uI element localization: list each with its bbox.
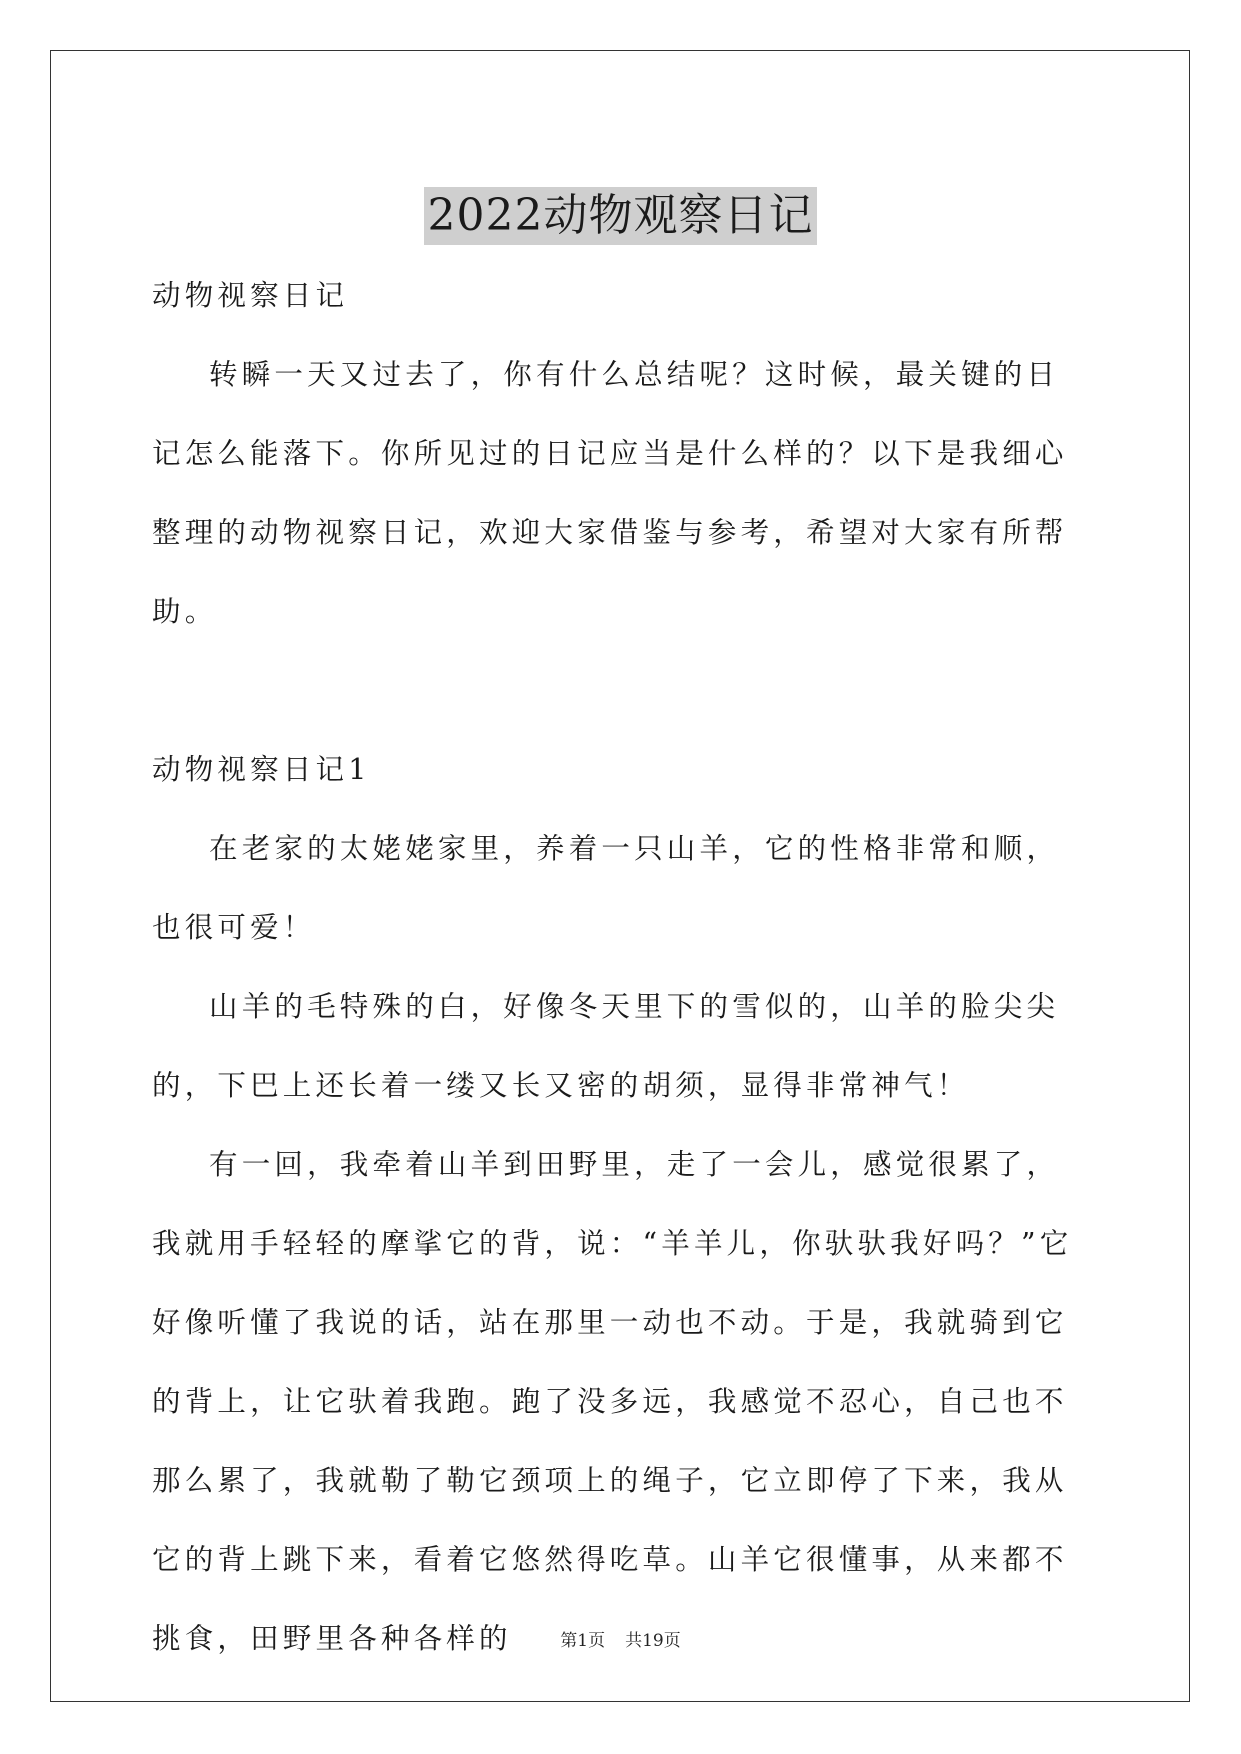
body-paragraph: 山羊的毛特殊的白，好像冬天里下的雪似的，山羊的脸尖尖的，下巴上还长着一缕又长又密的胡须，显得非常神气！ (152, 990, 1060, 1102)
page-footer (0, 1626, 1241, 1651)
spacer (152, 651, 1090, 730)
document-body (152, 256, 1090, 1678)
subtitle-heading: 动物视察日记 (152, 279, 349, 312)
section-heading: 动物视察日记1 (152, 753, 371, 786)
document-title: 2022动物观察日记 (424, 187, 818, 245)
page-number: 第1页 (560, 1631, 606, 1651)
intro-paragraph: 转瞬一天又过去了，你有什么总结呢？这时候，最关键的日记怎么能落下。你所见过的日记应当是什么样的？以下是我细心整理的动物视察日记，欢迎大家借鉴与参考，希望对大家有所帮助。 (152, 358, 1068, 628)
body-paragraph: 有一回，我牵着山羊到田野里，走了一会儿，感觉很累了，我就用手轻轻的摩挲它的背，说：“羊羊儿，你驮驮我好吗？”它好像听懂了我说的话，站在那里一动也不动。于是，我就骑到它的背上，让它驮着我跑。跑了没多远，我感觉不忍心，自己也不那么累了，我就勒了勒它颈项上的绳子，它立即停了下来，我从它的背上跳下来，看着它悠然得吃草。山羊它很懂事，从来都不挑食，田野里各种各样的 (152, 1148, 1073, 1655)
body-paragraph: 在老家的太姥姥家里，养着一只山羊，它的性格非常和顺，也很可爱！ (152, 832, 1060, 944)
page-total: 共19页 (625, 1631, 681, 1651)
